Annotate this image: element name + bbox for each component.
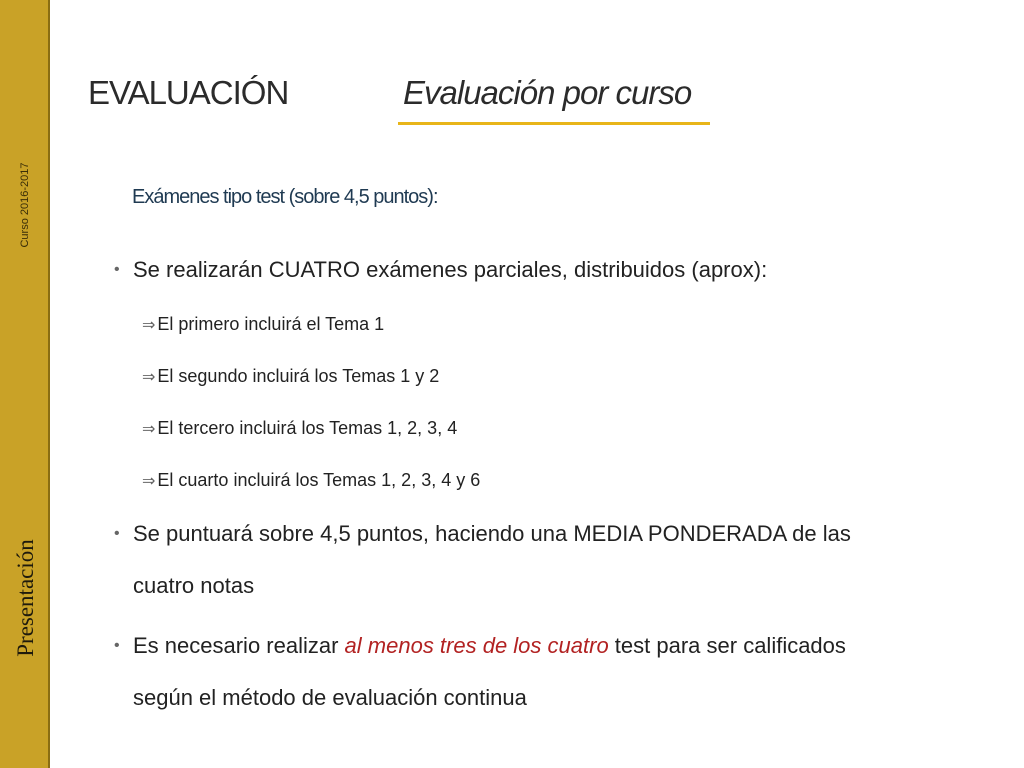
emphasis-text: al menos tres de los cuatro (344, 633, 609, 658)
section-label: Presentación (13, 539, 38, 657)
double-arrow-icon: ⇒ (142, 419, 156, 438)
slide-content: • Se realizarán CUATRO exámenes parciales, distribuidos (aprox): ⇒ El primero incluirá el Tema 1 ⇒ El segundo incluirá los Temas 1 y 2 ⇒ El tercero incluirá los Temas 1, 2, 3, 4 ⇒ El cuarto incluirá los Temas 1, 2, 3, 4 y 6 • Se puntuará sobre 4,5 puntos, haciendo una MEDIA PONDERADA de las cuatro notas • Es necesario realizar al menos tres de los cuatro test para ser calificados según el método de evaluación continua (0, 0, 1024, 768)
double-arrow-icon: ⇒ (142, 471, 156, 490)
page-title: EVALUACIÓN (88, 74, 289, 111)
double-arrow-icon: ⇒ (142, 367, 156, 386)
list-item: ⇒ El primero incluirá el Tema 1 (142, 314, 385, 334)
bullet-dot-icon: • (114, 637, 120, 654)
course-label: Curso 2016-2017 (19, 162, 31, 248)
double-arrow-icon: ⇒ (142, 315, 156, 334)
list-item: ⇒ El cuarto incluirá los Temas 1, 2, 3, 4 y 6 (142, 470, 481, 490)
list-item: ⇒ El segundo incluirá los Temas 1 y 2 (142, 366, 440, 386)
bullet-dot-icon: • (114, 261, 120, 278)
section-heading: Exámenes tipo test (sobre 4,5 puntos): (132, 186, 438, 208)
page-subtitle: Evaluación por curso (403, 74, 692, 111)
list-item: ⇒ El tercero incluirá los Temas 1, 2, 3, 4 (142, 418, 458, 438)
bullet-dot-icon: • (114, 525, 120, 542)
